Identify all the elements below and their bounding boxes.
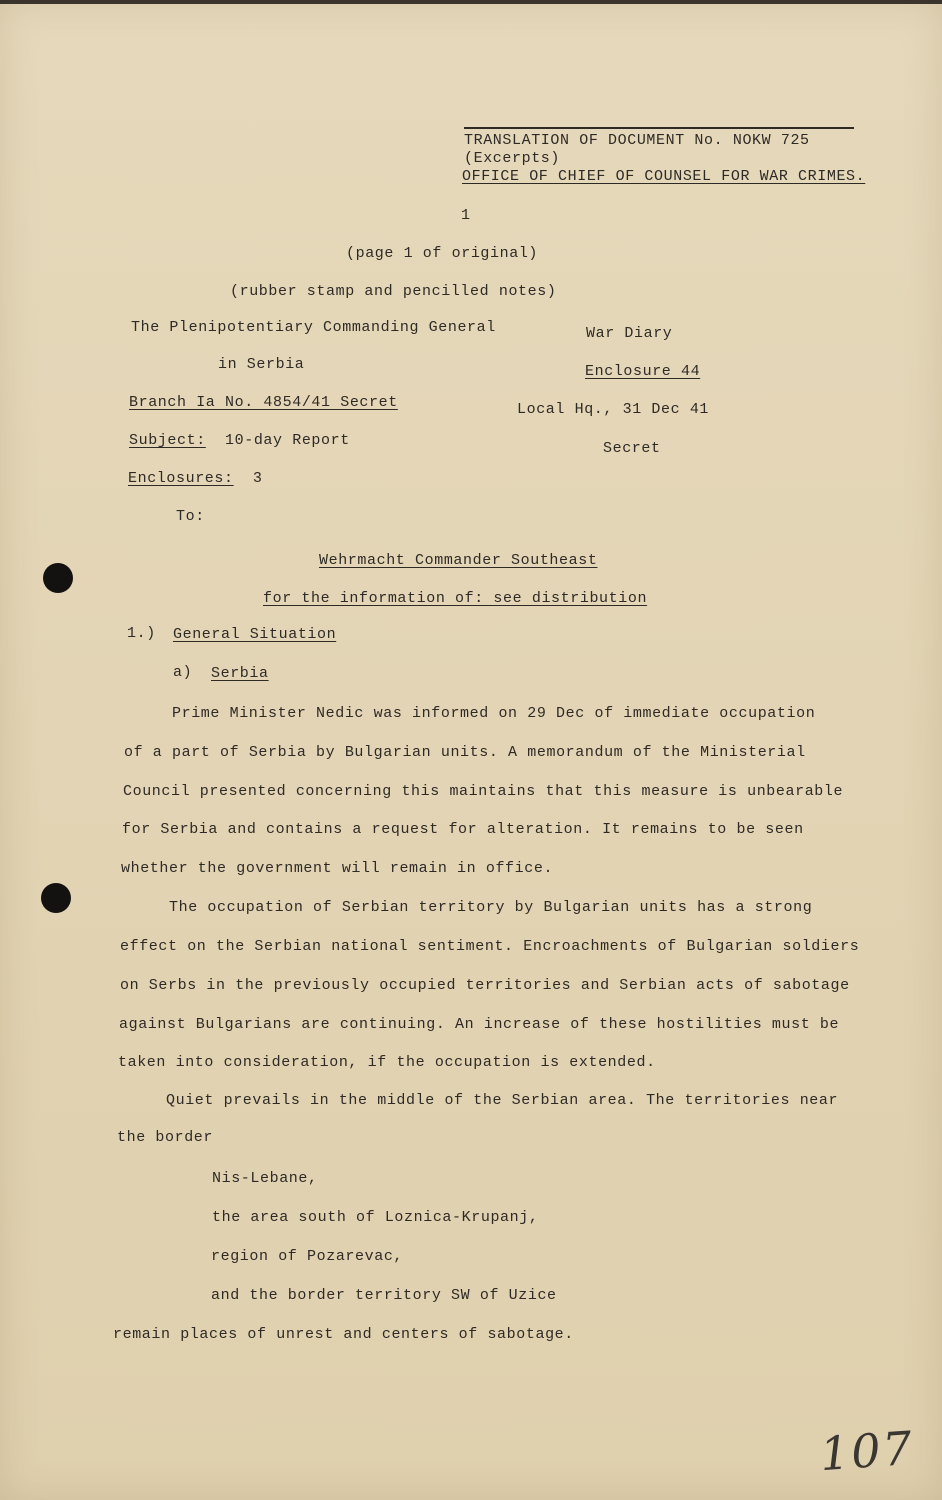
classification: Secret <box>603 440 661 457</box>
place-item: the area south of Loznica-Krupanj, <box>212 1209 539 1226</box>
handwritten-page-number: 107 <box>818 1420 916 1482</box>
para2-line: taken into consideration, if the occupation is extended. <box>118 1054 656 1071</box>
branch-reference: Branch Ia No. 4854/41 Secret <box>129 394 398 411</box>
subject-line <box>129 432 350 449</box>
subject-label: Subject: <box>129 432 206 449</box>
para1-line: whether the government will remain in office. <box>121 860 554 877</box>
page-number-top: 1 <box>461 207 471 224</box>
place-item: Nis-Lebane, <box>212 1170 318 1187</box>
top-edge <box>0 0 942 4</box>
section-number: 1.) <box>127 625 156 642</box>
place-item: region of Pozarevac, <box>211 1248 404 1265</box>
para1-line: Prime Minister Nedic was informed on 29 Dec of immediate occupation <box>172 705 816 722</box>
para2-line: against Bulgarians are continuing. An increase of these hostilities must be <box>119 1016 840 1033</box>
enclosures-line <box>128 470 262 487</box>
enclosure-number: Enclosure 44 <box>585 363 701 380</box>
closing-line: remain places of unrest and centers of sabotage. <box>113 1326 574 1343</box>
para1-line: of a part of Serbia by Bulgarian units. A memorandum of the Ministerial <box>124 744 806 761</box>
stamp-note: (rubber stamp and pencilled notes) <box>230 283 557 300</box>
para3-line: Quiet prevails in the middle of the Serbian area. The territories near <box>166 1092 839 1109</box>
header-office: OFFICE OF CHIEF OF COUNSEL FOR WAR CRIMES. <box>462 168 866 185</box>
para1-line: Council presented concerning this maintains that this measure is unbearable <box>123 783 844 800</box>
section-title: General Situation <box>173 626 337 643</box>
header-top-rule <box>464 127 854 129</box>
recipient: Wehrmacht Commander Southeast <box>319 552 598 569</box>
enclosures-label: Enclosures: <box>128 470 234 487</box>
sender-line2: in Serbia <box>218 356 305 373</box>
punch-hole <box>43 563 73 593</box>
local-hq-date: Local Hq., 31 Dec 41 <box>517 401 710 418</box>
header-title: TRANSLATION OF DOCUMENT No. NOKW 725 <box>464 132 810 149</box>
place-item: and the border territory SW of Uzice <box>211 1287 557 1304</box>
para2-line: on Serbs in the previously occupied territories and Serbian acts of sabotage <box>120 977 850 994</box>
info-line: for the information of: see distribution <box>263 590 648 607</box>
para1-line: for Serbia and contains a request for alteration. It remains to be seen <box>122 821 804 838</box>
original-page-note: (page 1 of original) <box>346 245 539 262</box>
para2-line: The occupation of Serbian territory by Bulgarian units has a strong <box>169 899 813 916</box>
sender-line1: The Plenipotentiary Commanding General <box>131 319 496 336</box>
punch-hole <box>41 883 71 913</box>
subsection-letter: a) <box>173 664 193 681</box>
para3-line: the border <box>117 1129 214 1146</box>
enclosures-value: 3 <box>252 470 263 487</box>
subject-value: 10-day Report <box>225 432 350 449</box>
para2-line: effect on the Serbian national sentiment. Encroachments of Bulgarian soldiers <box>120 938 860 955</box>
subsection-title: Serbia <box>211 665 269 682</box>
to-label: To: <box>176 508 205 525</box>
war-diary: War Diary <box>586 325 673 342</box>
header-excerpts: (Excerpts) <box>464 150 561 167</box>
